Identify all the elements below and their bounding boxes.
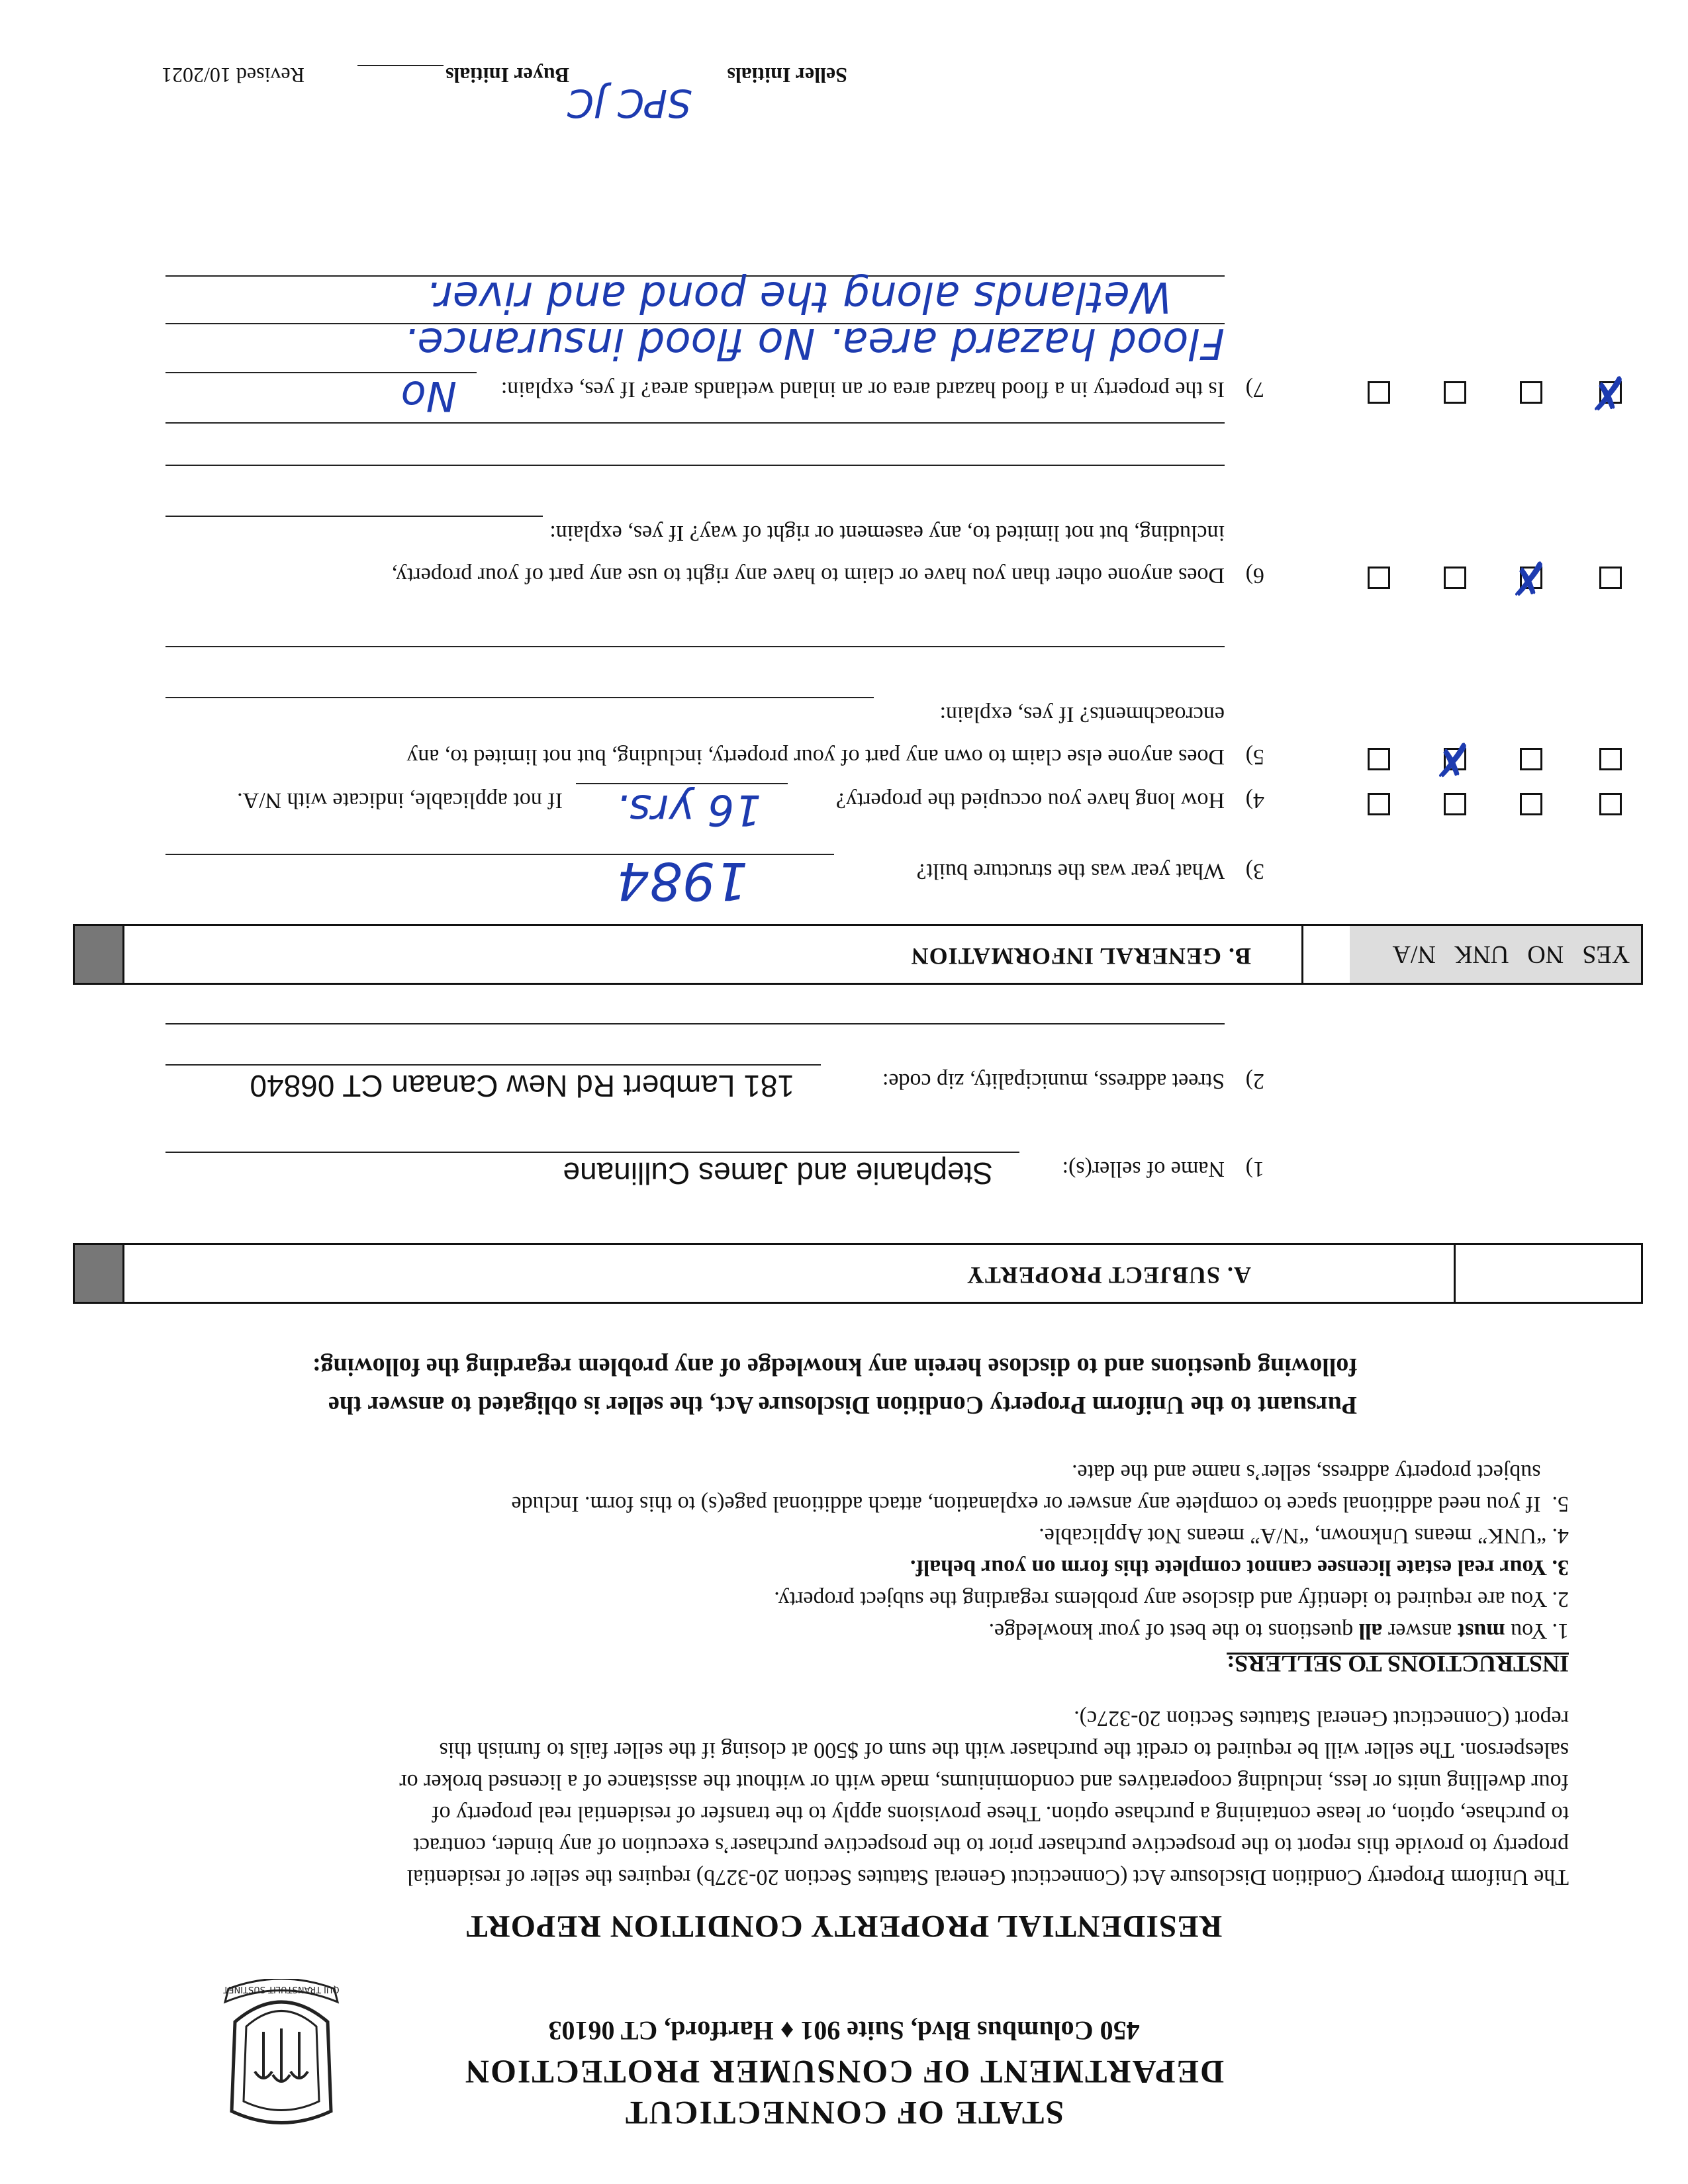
q6-yes-checkbox[interactable]	[1599, 567, 1622, 589]
q7-number: 7)	[1245, 377, 1264, 402]
q6-na-checkbox[interactable]	[1368, 567, 1390, 589]
instructions	[99, 1456, 1569, 1681]
q7-na-checkbox[interactable]	[1368, 381, 1390, 404]
q6-line-3	[165, 422, 1225, 424]
q4-no-checkbox[interactable]	[1520, 793, 1542, 815]
q6-label-line2: including, but not limited to, any easement or right of way? If yes, explain:	[549, 521, 1225, 545]
q2-number: 2)	[1245, 1069, 1264, 1093]
q3-year-built[interactable]: 1984	[616, 850, 748, 910]
section-b-gray-tab	[73, 924, 124, 985]
q4-unk-checkbox[interactable]	[1444, 793, 1466, 815]
seller-initials-signature[interactable]: SPC JC	[567, 81, 692, 126]
q4-tail: If not applicable, indicate with N/A.	[237, 788, 563, 813]
q2-street-address[interactable]: 181 Lambert Rd New Canaan CT 06840	[250, 1069, 794, 1103]
section-a-title: A. SUBJECT PROPERTY	[966, 1262, 1251, 1289]
q2-line-2	[165, 1023, 1225, 1024]
q6-no-check-mark: ✗	[1509, 551, 1548, 605]
department-address: 450 Columbus Blvd, Suite 901 ♦ Hartford, CT 06103	[548, 2016, 1140, 2046]
q5-number: 5)	[1245, 745, 1264, 769]
q1-number: 1)	[1245, 1157, 1264, 1181]
q7-unk-checkbox[interactable]	[1444, 381, 1466, 404]
q5-label-line2: encroachments? If yes, explain:	[939, 702, 1225, 727]
instruction-item: 1. You must answer all questions to the best of your knowledge.	[988, 1619, 1569, 1643]
col-na: N/A	[1392, 940, 1436, 968]
department-title: DEPARTMENT OF CONSUMER PROTECTION	[463, 2054, 1225, 2091]
col-unk: UNK	[1454, 940, 1509, 968]
q3-label: What year was the structure built?	[916, 859, 1225, 884]
instructions-title: INSTRUCTIONS TO SELLERS:	[1227, 1651, 1569, 1677]
q2-line	[165, 1064, 821, 1066]
q7-yes-check-mark: ✗	[1588, 365, 1627, 420]
q5-no-checkbox[interactable]	[1520, 748, 1542, 770]
q7-label: Is the property in a flood hazard area or an inland wetlands area? If yes, explain:	[500, 377, 1225, 402]
q4-label: How long have you occupied the property?	[835, 788, 1225, 813]
instruction-item: subject property address, seller’s name and the date.	[1072, 1460, 1569, 1484]
q5-na-checkbox[interactable]	[1368, 748, 1390, 770]
q6-line	[165, 516, 543, 517]
q1-line	[165, 1152, 1019, 1153]
revision-date: Revised 10/2021	[162, 64, 305, 87]
intro-paragraph: The Uniform Property Condition Disclosure Act (Connecticut General Statutes Section 20-327b) requires the seller of residential property to provide this report to the prospective purchaser prior to the prospective purchaser’s execution of any binder, contract to purchase, option, or lease containing a purchase option. These provisions apply to the transfer of residential real property of four dwelling units or less, including cooperatives and condominiums, made with or without the assistance of a licensed broker or salesperson. The seller will be required to credit the purchaser with the sum of $500 at closing if the seller fails to furnish this report (Connecticut General Statutes Section 20-327c).	[399, 1706, 1569, 1889]
q6-label-line1: Does anyone other than you have or claim to have any right to use any part of your property,	[391, 563, 1225, 588]
q4-na-checkbox[interactable]	[1368, 793, 1390, 815]
q3-number: 3)	[1245, 859, 1264, 884]
q2-label: Street address, municipality, zip code:	[882, 1069, 1225, 1093]
q1-label: Name of seller(s):	[1062, 1157, 1225, 1181]
q6-unk-checkbox[interactable]	[1444, 567, 1466, 589]
pursuant-statement: Pursuant to the Uniform Property Condition Disclosure Act, the seller is obligated to answer the following questions and to disclose herein any knowledge of any problem regarding the following:	[312, 1353, 1357, 1419]
col-yes: YES	[1582, 940, 1630, 968]
q7-no-checkbox[interactable]	[1520, 381, 1542, 404]
section-a-gray-tab	[73, 1243, 124, 1304]
instruction-item: 3. Your real estate licensee cannot complete this form on your behalf.	[910, 1555, 1569, 1580]
q5-unk-check-mark: ✗	[1432, 732, 1472, 786]
answer-column-headers	[1393, 940, 1630, 969]
seal-motto: QUI TRANSTULIT SUSTINET	[223, 1984, 340, 1994]
q4-yes-checkbox[interactable]	[1599, 793, 1622, 815]
state-title: STATE OF CONNECTICUT	[624, 2095, 1064, 2132]
seller-initials-label: Seller Initials	[727, 64, 847, 87]
q1-seller-name[interactable]: Stephanie and James Cullinane	[563, 1156, 993, 1191]
q4-line	[576, 783, 788, 784]
buyer-initials-line	[357, 65, 444, 66]
q5-yes-checkbox[interactable]	[1599, 748, 1622, 770]
q4-number: 4)	[1245, 788, 1264, 813]
q4-occupancy[interactable]: 16 yrs.	[616, 785, 761, 834]
q6-line-2	[165, 465, 1225, 466]
instruction-item: 2. You are required to identify and disclose any problems regarding the subject property.	[774, 1587, 1569, 1612]
q5-line	[165, 697, 874, 698]
q6-number: 6)	[1245, 563, 1264, 588]
col-no: NO	[1527, 940, 1564, 968]
q7-answer-line2[interactable]: Flood hazard area. No flood insurance.	[404, 318, 1225, 367]
buyer-initials-label: Buyer Initials	[445, 64, 569, 87]
section-b-title: B. GENERAL INFORMATION	[910, 943, 1251, 970]
section-a-left-cell	[1454, 1245, 1641, 1302]
q5-label-line1: Does anyone else claim to own any part of your property, including, but not limited to, any	[406, 745, 1225, 769]
instruction-item: 4. “UNK” means Unknown, “N/A” means Not Applicable.	[1039, 1524, 1569, 1548]
form-title: RESIDENTIAL PROPERTY CONDITION REPORT	[465, 1909, 1223, 1944]
state-seal	[205, 1979, 357, 2138]
q5-line-2	[165, 646, 1225, 647]
instruction-item: 5. If you need additional space to complete any answer or explanation, attach additional page(s) to this form. Include	[511, 1492, 1569, 1516]
q7-answer-no[interactable]: No	[400, 372, 457, 420]
q7-answer-line3[interactable]: Wetlands along the pond and river.	[426, 272, 1172, 321]
section-a-bar	[113, 1243, 1643, 1304]
